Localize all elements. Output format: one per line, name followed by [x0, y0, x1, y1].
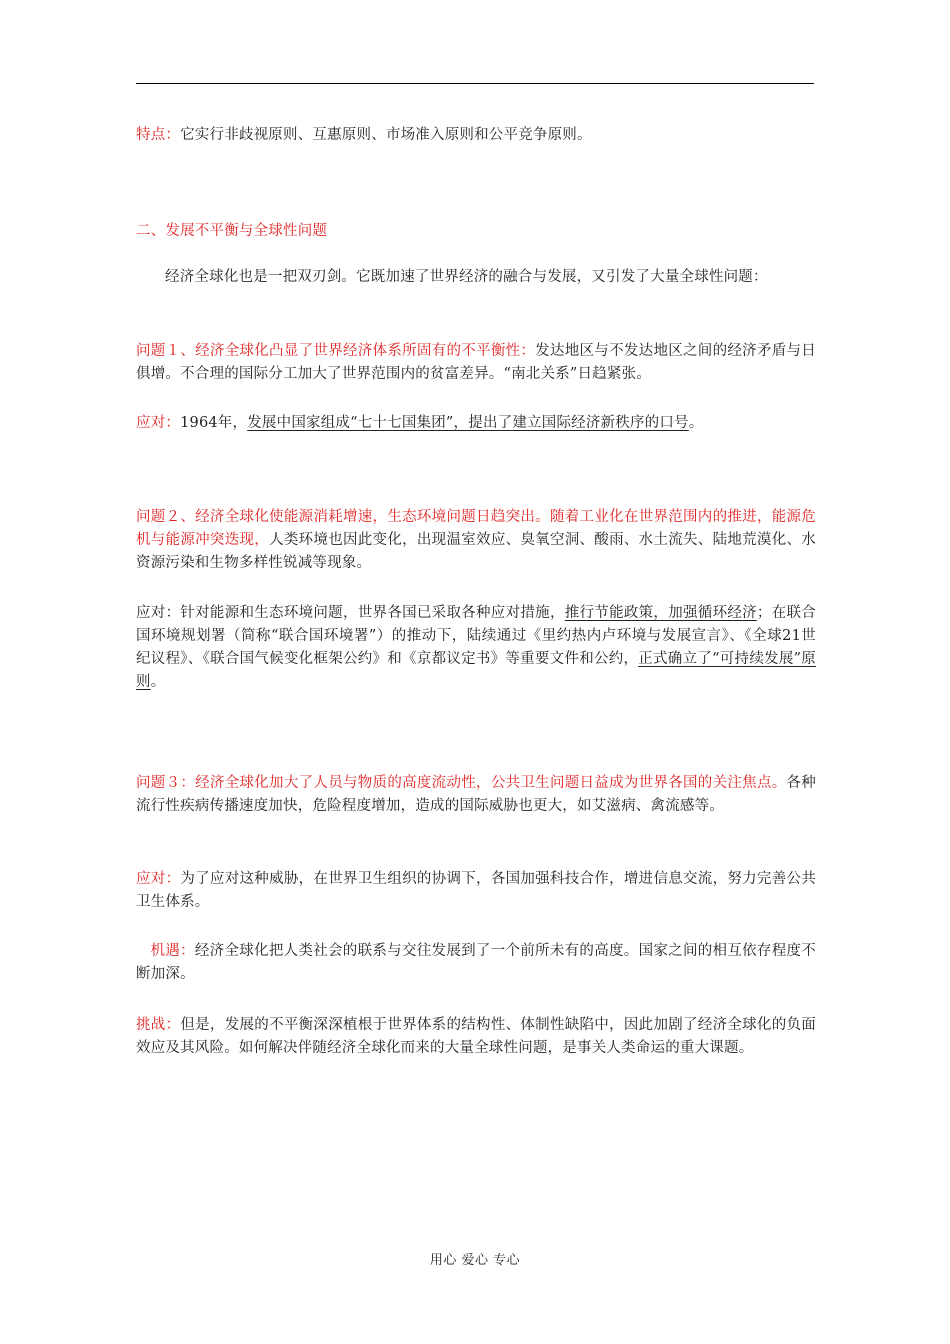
page-footer: 用心 爱心 专心	[429, 1253, 521, 1268]
problem-1-label: 问题１、经济全球化凸显了世界经济体系所固有的不平衡性：	[136, 343, 536, 359]
section-heading: 二、发展不平衡与全球性问题	[136, 223, 328, 239]
response-1-label: 应对：	[136, 415, 181, 431]
opportunity-paragraph	[136, 940, 816, 986]
features-text: 它实行非歧视原则、互惠原则、市场准入原则和公平竞争原则。	[180, 127, 592, 143]
section-intro: 经济全球化也是一把双刃剑。它既加速了世界经济的融合与发展，又引发了大量全球性问题：	[165, 269, 768, 285]
response-2-text-1: 应对：针对能源和生态环境问题，世界各国已采取各种应对措施，	[136, 605, 565, 621]
problem-3-text: 各种流行性疾病传播速度加快，危险程度增加，造成的国际威胁也更大，如艾滋病、禽流感等。	[136, 775, 817, 814]
challenge-paragraph	[136, 1014, 816, 1060]
response-3-label: 应对：	[136, 871, 181, 887]
problem-1-paragraph	[136, 340, 816, 386]
response-2-underlined-1: 推行节能政策，加强循环经济	[564, 605, 757, 621]
problem-3-paragraph	[136, 772, 816, 818]
opportunity-text: 经济全球化把人类社会的联系与交往发展到了一个前所未有的高度。国家之间的相互依存程度不断加深。	[136, 943, 816, 982]
response-2-end: 。	[150, 674, 166, 690]
header-rule	[136, 83, 814, 84]
features-paragraph	[136, 124, 816, 147]
opportunity-label: 机遇：	[150, 943, 195, 959]
response-3-paragraph	[136, 868, 816, 914]
response-2-underlined-2: 正式确立了“可持续发展”原则	[136, 651, 816, 690]
response-2-paragraph	[136, 602, 816, 694]
response-1-end: 。	[688, 415, 704, 431]
problem-1-text: 发达地区与不发达地区之间的经济矛盾与日俱增。不合理的国际分工加大了世界范围内的贫富差异。“南北关系”日趋紧张。	[136, 343, 816, 382]
response-1-paragraph	[136, 412, 816, 435]
response-2-text-2: ；在联合国环境规划署（简称“联合国环境署”）的推动下，陆续通过《里约热内卢环境与发展宣言》、《全球21世纪议程》、《联合国气候变化框架公约》和《京都议定书》等重要文件和公约，	[136, 605, 816, 667]
features-label: 特点：	[136, 127, 181, 143]
problem-2-text: 人类环境也因此变化，出现温室效应、臭氧空洞、酸雨、水土流失、陆地荒漠化、水资源污染和生物多样性锐减等现象。	[136, 532, 816, 571]
response-3-text: 为了应对这种威胁，在世界卫生组织的协调下，各国加强科技合作，增进信息交流，努力完善公共卫生体系。	[136, 871, 816, 910]
challenge-label: 挑战：	[136, 1017, 181, 1033]
problem-2-label: 问题２、经济全球化使能源消耗增速，生态环境问题日趋突出。随着工业化在世界范围内的推进，能源危机与能源冲突迭现，	[136, 509, 816, 548]
response-1-underlined: 发展中国家组成“七十七国集团”，提出了建立国际经济新秩序的口号	[247, 415, 689, 431]
problem-3-label: 问题３：经济全球化加大了人员与物质的高度流动性，公共卫生问题日益成为世界各国的关注焦点。	[136, 775, 787, 791]
response-1-text: 1964年，	[180, 415, 248, 431]
challenge-text: 但是，发展的不平衡深深植根于世界体系的结构性、体制性缺陷中，因此加剧了经济全球化的负面效应及其风险。如何解决伴随经济全球化而来的大量全球性问题，是事关人类命运的重大课题。	[136, 1017, 816, 1056]
problem-2-paragraph	[136, 506, 816, 575]
